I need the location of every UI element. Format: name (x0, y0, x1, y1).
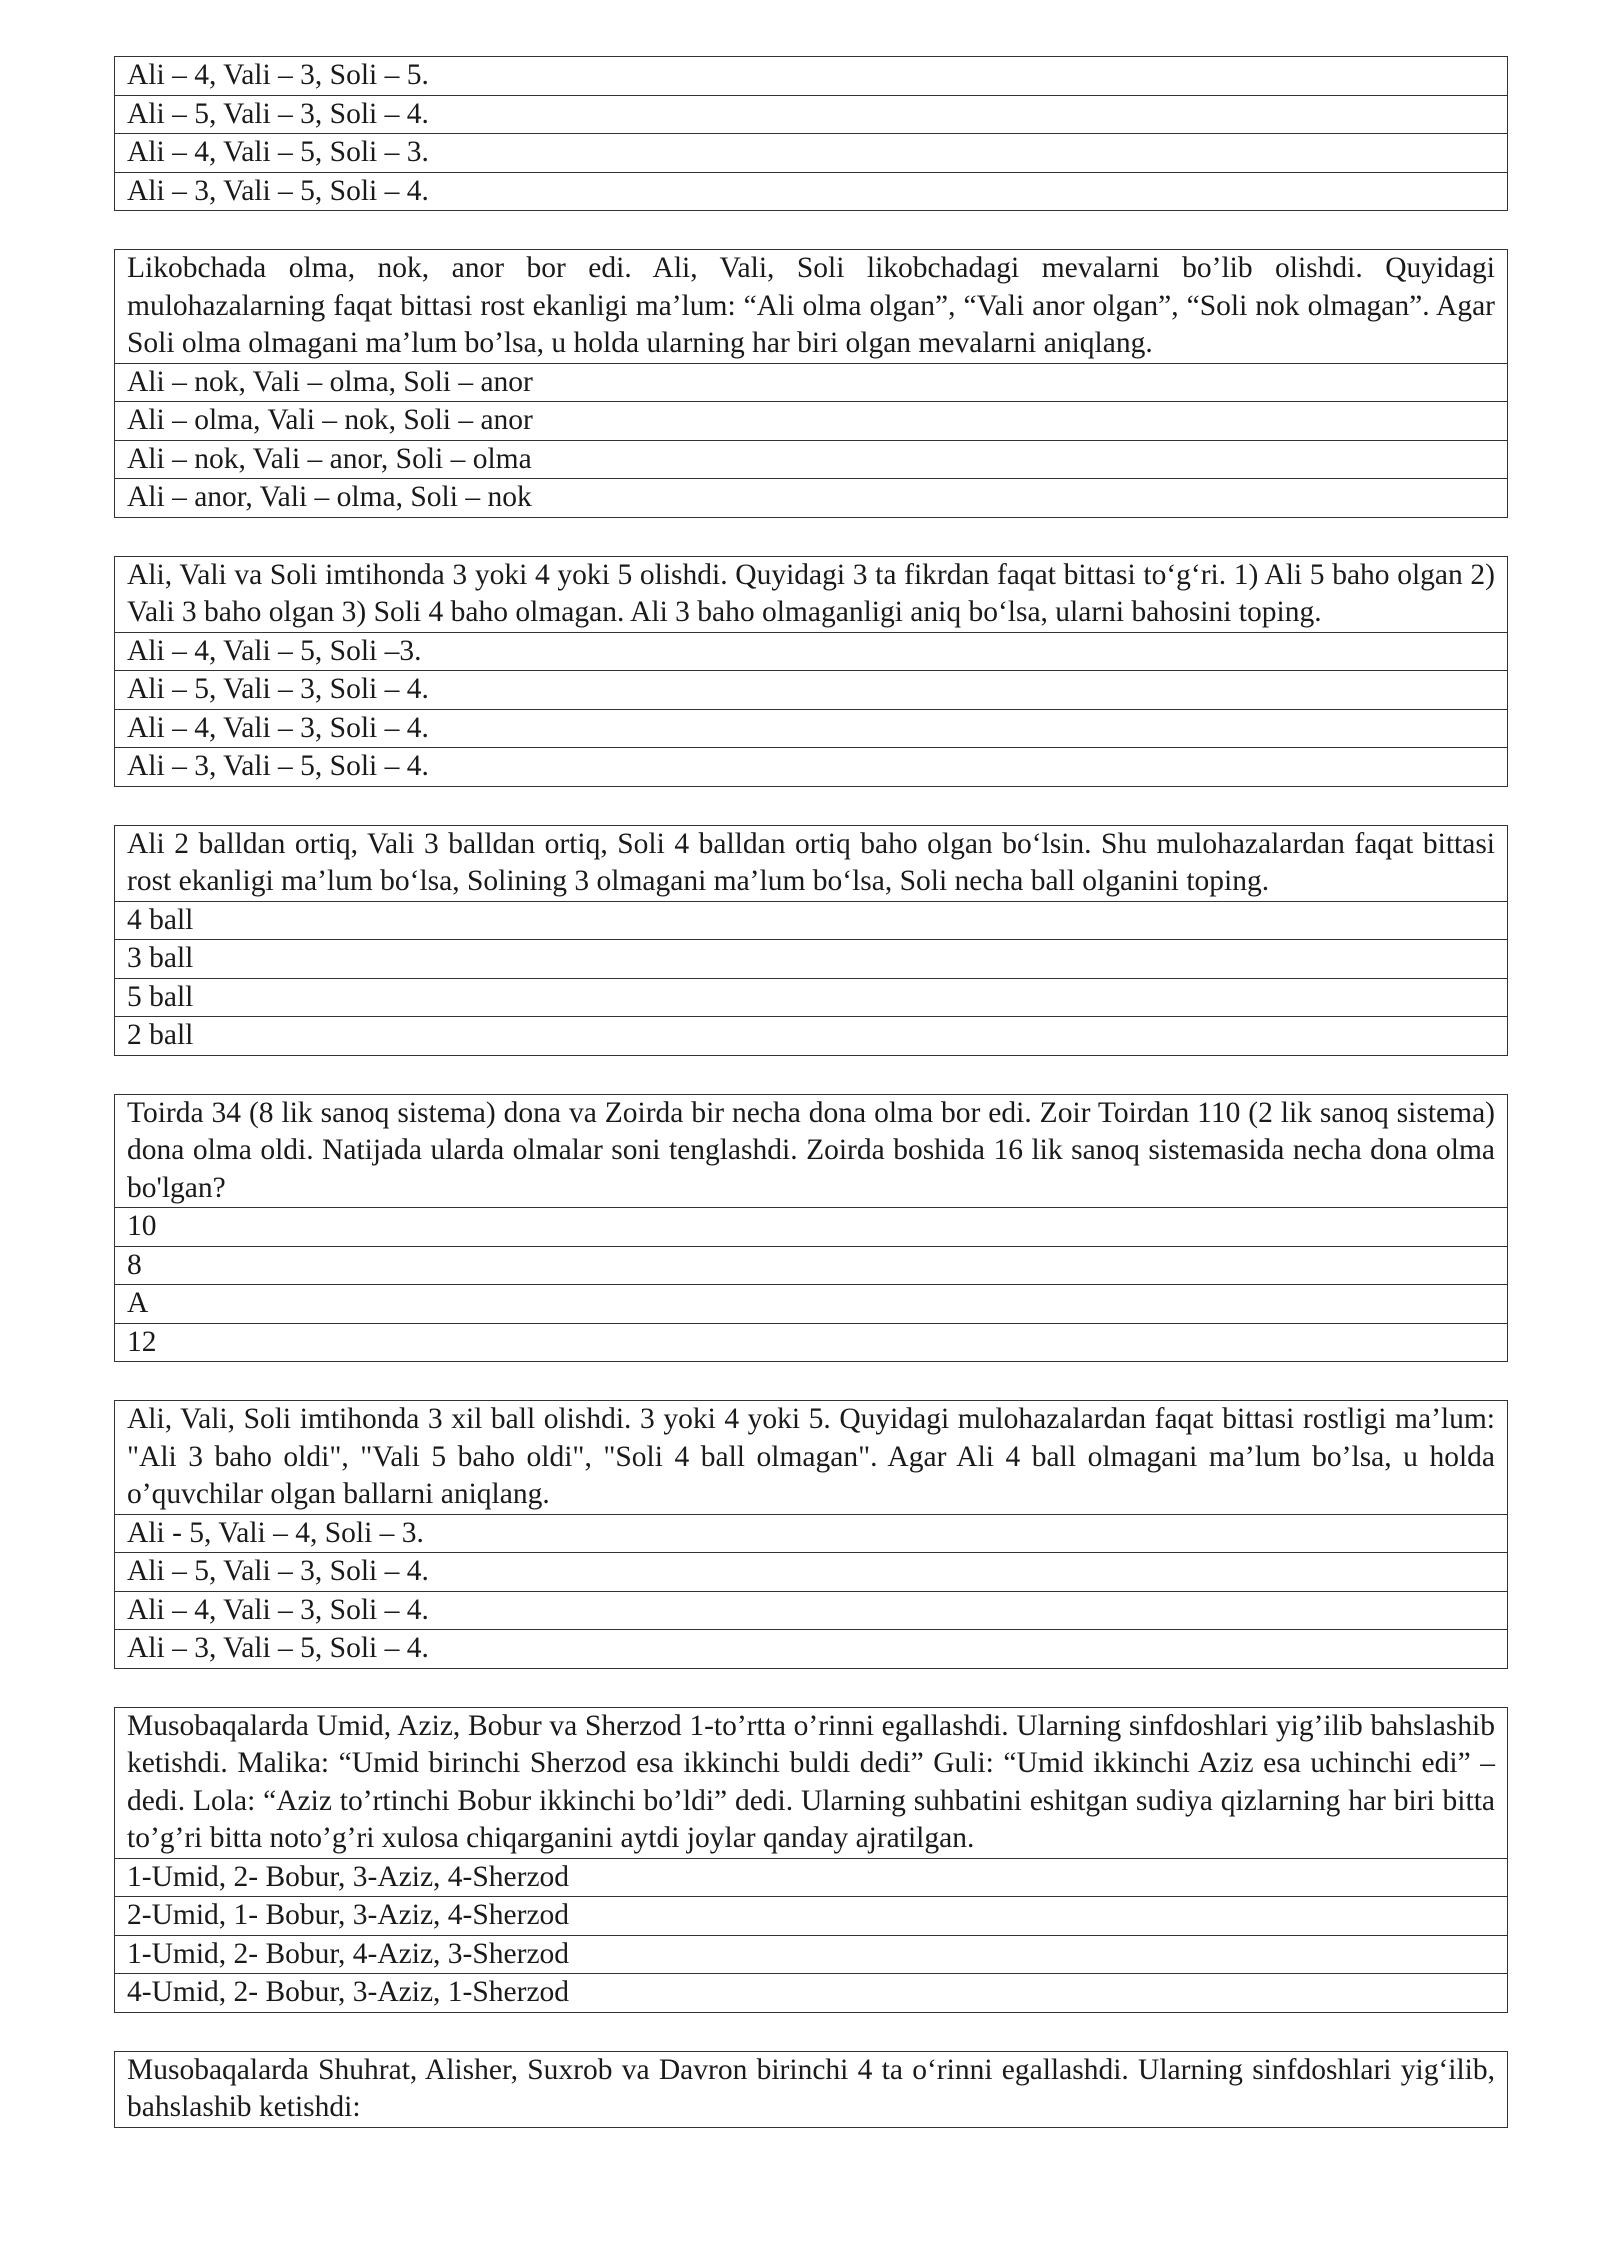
answer-option: 5 ball (115, 978, 1507, 1017)
question-block (114, 2051, 1508, 2128)
question-block (114, 825, 1508, 1056)
question-block (114, 556, 1508, 787)
question-stem: Ali, Vali va Soli imtihonda 3 yoki 4 yoki 5 olishdi. Quyidagi 3 ta fikrdan faqat bittasi to‘g‘ri. 1) Ali 5 baho olgan 2) Vali 3 baho olgan 3) Soli 4 baho olmagan. Ali 3 baho olmaganligi aniq bo‘lsa, ularni bahosini toping. (127, 558, 1495, 628)
answer-option: Ali – 5, Vali – 3, Soli – 4. (115, 95, 1507, 134)
answer-option: 4-Umid, 2- Bobur, 3-Aziz, 1-Sherzod (115, 1973, 1507, 2012)
answer-option: 12 (115, 1323, 1507, 1362)
answer-option: A (115, 1284, 1507, 1323)
answer-option: Ali – 4, Vali – 3, Soli – 5. (127, 59, 429, 91)
answer-option: 2-Umid, 1- Bobur, 3-Aziz, 4-Sherzod (115, 1896, 1507, 1935)
answer-option: 4 ball (115, 901, 1507, 940)
answer-option: Ali – 4, Vali – 3, Soli – 4. (115, 1591, 1507, 1630)
question-block (114, 1707, 1508, 2013)
answer-option: Ali – anor, Vali – olma, Soli – nok (115, 478, 1507, 517)
answer-option: 2 ball (115, 1016, 1507, 1055)
question-block (114, 56, 1508, 211)
question-stem: Toirda 34 (8 lik sanoq sistema) dona va Zoirda bir necha dona olma bor edi. Zoir Toirdan 110 (2 lik sanoq sistema) dona olma oldi. Natijada ularda olmalar soni tenglashdi. Zoirda boshida 16 lik sanoq sistemasida necha dona olma bo'lgan? (127, 1096, 1495, 1204)
question-block (114, 1094, 1508, 1363)
question-stem: Musobaqalarda Shuhrat, Alisher, Suxrob va Davron birinchi 4 ta o‘rinni egallashdi. Ularning sinfdoshlari yig‘ilib, bahslashib ketishdi: (127, 2053, 1495, 2123)
answer-option: Ali – 4, Vali – 5, Soli – 3. (115, 133, 1507, 172)
answer-option: 1-Umid, 2- Bobur, 4-Aziz, 3-Sherzod (115, 1935, 1507, 1974)
answer-option: Ali – 3, Vali – 5, Soli – 4. (115, 1629, 1507, 1668)
question-stem: Likobchada olma, nok, anor bor edi. Ali, Vali, Soli likobchadagi mevalarni bo’lib olishdi. Quyidagi mulohazalarning faqat bittasi rost ekanligi ma’lum: “Ali olma olgan”, “Vali anor olgan”, “Soli nok olmagan”. Agar Soli olma olmagani ma’lum bo’lsa, u holda ularning har biri olgan mevalarni aniqlang. (127, 252, 1495, 359)
question-block (114, 1400, 1508, 1669)
answer-option: Ali - 5, Vali – 4, Soli – 3. (115, 1514, 1507, 1553)
answer-option: 8 (115, 1246, 1507, 1285)
question-stem: Ali, Vali, Soli imtihonda 3 xil ball olishdi. 3 yoki 4 yoki 5. Quyidagi mulohazalardan faqat bittasi rostligi ma’lum: "Ali 3 baho oldi", "Vali 5 baho oldi", "Soli 4 ball olmagan". Agar Ali 4 ball olmagani ma’lum bo’lsa, u holda o’quvchilar olgan ballarni aniqlang. (127, 1403, 1495, 1510)
document-page (114, 56, 1508, 2166)
question-stem: Musobaqalarda Umid, Aziz, Bobur va Sherzod 1-to’rtta o’rinni egallashdi. Ularning sinfdoshlari yig’ilib bahslashib ketishdi. Malika: “Umid birinchi Sherzod esa ikkinchi buldi dedi” Guli: “Umid ikkinchi Aziz esa uchinchi edi” –dedi. Lola: “Aziz to’rtinchi Bobur ikkinchi bo’ldi” dedi. Ularning suhbatini eshitgan sudiya qizlarning har biri bitta to’g’ri bitta noto’g’ri xulosa chiqarganini aytdi joylar qanday ajratilgan. (127, 1709, 1495, 1854)
answer-option: Ali – 3, Vali – 5, Soli – 4. (115, 172, 1507, 211)
answer-option: 1-Umid, 2- Bobur, 3-Aziz, 4-Sherzod (115, 1858, 1507, 1897)
answer-option: Ali – 5, Vali – 3, Soli – 4. (115, 1552, 1507, 1591)
answer-option: Ali – olma, Vali – nok, Soli – anor (115, 401, 1507, 440)
answer-option: 10 (115, 1207, 1507, 1246)
answer-option: Ali – 4, Vali – 5, Soli –3. (115, 632, 1507, 671)
answer-option: Ali – 3, Vali – 5, Soli – 4. (115, 747, 1507, 786)
answer-option: Ali – 4, Vali – 3, Soli – 4. (115, 709, 1507, 748)
answer-option: 3 ball (115, 939, 1507, 978)
answer-option: Ali – 5, Vali – 3, Soli – 4. (115, 670, 1507, 709)
answer-option: Ali – nok, Vali – olma, Soli – anor (115, 363, 1507, 402)
question-stem: Ali 2 balldan ortiq, Vali 3 balldan ortiq, Soli 4 balldan ortiq baho olgan bo‘lsin. Shu mulohazalardan faqat bittasi rost ekanligi ma’lum bo‘lsa, Solining 3 olmagani ma’lum bo‘lsa, Soli necha ball olganini toping. (127, 827, 1495, 897)
answer-option: Ali – nok, Vali – anor, Soli – olma (115, 440, 1507, 479)
question-block (114, 249, 1508, 518)
